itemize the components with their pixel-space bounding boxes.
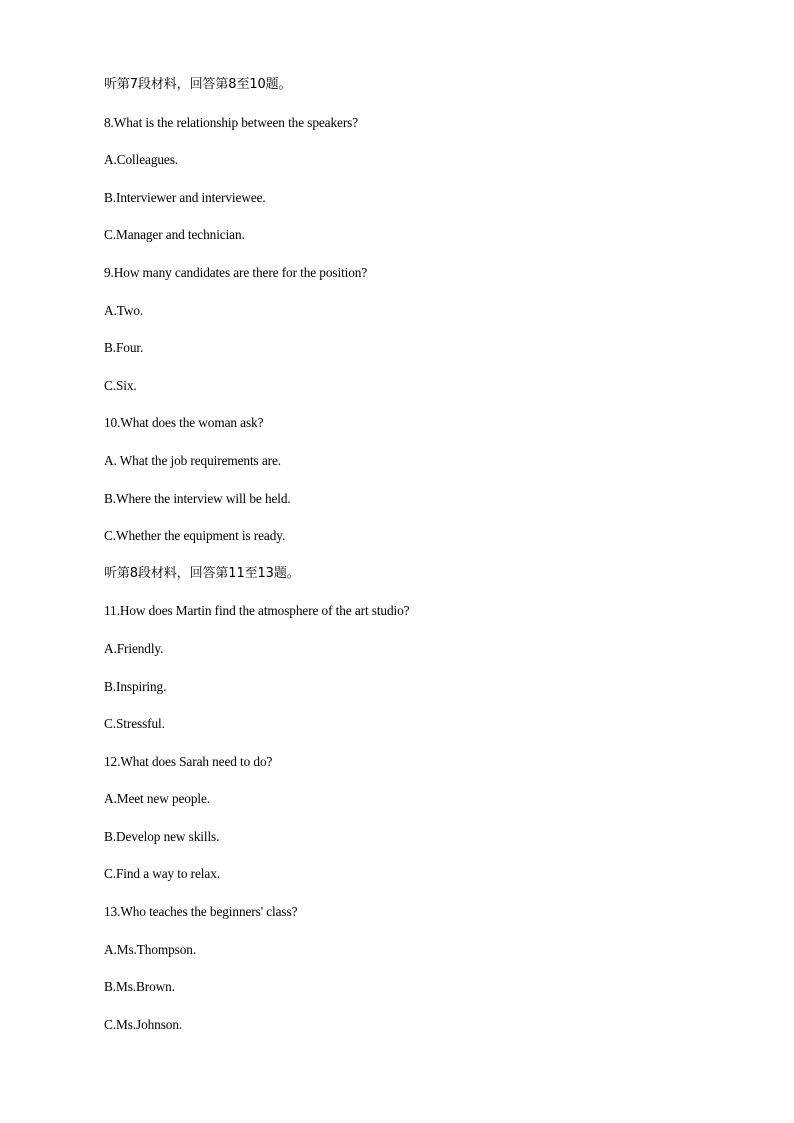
question-9: 9.How many candidates are there for the position?: [104, 264, 368, 280]
section-heading-7: 听第7段材料，回答第8至10题。: [104, 77, 292, 92]
document-page: [104, 76, 744, 1053]
question-12: 12.What does Sarah need to do?: [104, 753, 273, 769]
question-9-option-a: A.Two.: [104, 302, 144, 318]
question-13-option-c: C.Ms.Johnson.: [104, 1016, 183, 1032]
question-12-option-a: A.Meet new people.: [104, 791, 211, 807]
question-11: 11.How does Martin find the atmosphere of the art studio?: [104, 603, 410, 619]
question-9-option-b: B.Four.: [104, 340, 144, 356]
question-12-option-c: C.Find a way to relax.: [104, 866, 220, 882]
question-8: 8.What is the relationship between the speakers?: [104, 114, 359, 130]
section-heading-8: 听第8段材料，回答第11至13题。: [104, 565, 300, 581]
question-11-option-a: A.Friendly.: [104, 640, 164, 656]
question-13: 13.Who teaches the beginners' class?: [104, 904, 298, 920]
question-12-option-b: B.Develop new skills.: [104, 828, 220, 844]
question-10-option-c: C.Whether the equipment is ready.: [104, 528, 286, 544]
question-11-option-b: B.Inspiring.: [104, 678, 167, 694]
question-10: 10.What does the woman ask?: [104, 415, 264, 431]
question-11-option-c: C.Stressful.: [104, 716, 165, 732]
question-13-option-a: A.Ms.Thompson.: [104, 941, 197, 957]
question-13-option-b: B.Ms.Brown.: [104, 979, 175, 995]
question-9-option-c: C.Six.: [104, 377, 137, 393]
question-10-option-b: B.Where the interview will be held.: [104, 490, 291, 506]
question-10-option-a: A. What the job requirements are.: [104, 452, 282, 468]
question-8-option-a: A.Colleagues.: [104, 152, 179, 168]
question-8-option-b: B.Interviewer and interviewee.: [104, 189, 266, 205]
question-8-option-c: C.Manager and technician.: [104, 227, 245, 243]
